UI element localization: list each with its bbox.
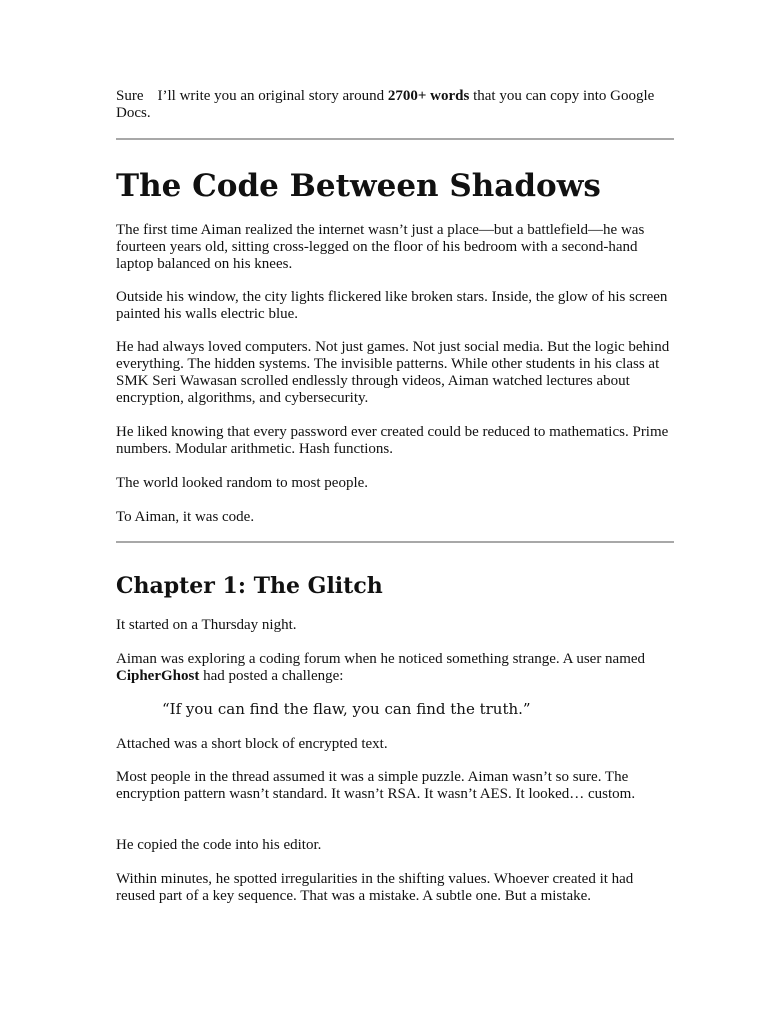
opening-paragraph-2: Outside his window, the city lights flickered like broken stars. Inside, the glow of his screen painted his walls electric blue. <box>116 289 668 322</box>
divider-chapter <box>116 541 674 543</box>
story-title: The Code Between Shadows <box>116 168 601 204</box>
divider-top <box>116 138 674 140</box>
chapter-1-paragraph-2-after: had posted a challenge: <box>199 668 344 684</box>
opening-paragraph-5: The world looked random to most people. <box>116 475 369 491</box>
intro-sure: Sure <box>116 88 144 104</box>
chapter-1-paragraph-2-before: Aiman was exploring a coding forum when he noticed something strange. A user named <box>116 651 646 667</box>
opening-paragraph-1: The first time Aiman realized the internet wasn’t just a place—but a battlefield—he was fourteen years old, sitting cross-legged on the floor of his bedroom with a second-hand laptop balanced on his knees. <box>116 222 645 272</box>
chapter-1-paragraph-2 <box>116 651 674 685</box>
intro-text-after: that you can copy into Google Docs. <box>116 88 655 121</box>
chapter-1-paragraph-5: He copied the code into his editor. <box>116 837 322 853</box>
opening-paragraph-4: He liked knowing that every password ever created could be reduced to mathematics. Prime numbers. Modular arithmetic. Hash functions. <box>116 424 669 457</box>
opening-paragraph-3: He had always loved computers. Not just games. Not just social media. But the logic behind everything. The hidden systems. The invisible patterns. While other students in his class at SMK Seri Wawasan scrolled endlessly through videos, Aiman watched lectures about encryption, algorithms, and cybersecurity. <box>116 339 670 406</box>
intro-text-before: I’ll write you an original story around <box>157 88 388 104</box>
challenge-quote: “If you can find the flaw, you can find the truth.” <box>162 700 531 718</box>
chapter-1-paragraph-4: Most people in the thread assumed it was a simple puzzle. Aiman wasn’t so sure. The encryption pattern wasn’t standard. It wasn’t RSA. It wasn’t AES. It looked… custom. <box>116 769 636 802</box>
intro-paragraph <box>116 88 674 122</box>
chapter-1-heading: Chapter 1: The Glitch <box>116 573 383 599</box>
chapter-1-paragraph-1: It started on a Thursday night. <box>116 617 297 633</box>
opening-paragraph-6: To Aiman, it was code. <box>116 509 255 525</box>
username-cipherghost: CipherGhost <box>116 668 200 684</box>
intro-word-count: 2700+ words <box>387 88 470 104</box>
chapter-1-paragraph-6: Within minutes, he spotted irregularities in the shifting values. Whoever created it had reused part of a key sequence. That was a mistake. A subtle one. But a mistake. <box>116 871 634 904</box>
chapter-1-paragraph-3: Attached was a short block of encrypted text. <box>116 736 388 752</box>
